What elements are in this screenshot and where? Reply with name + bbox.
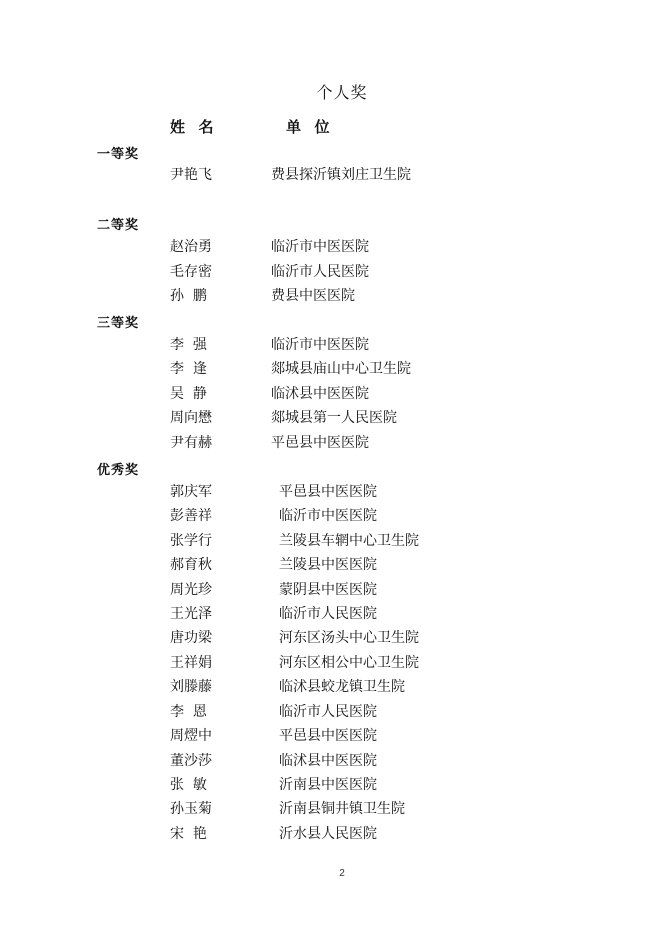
list-item — [0, 236, 662, 258]
list-item — [0, 164, 662, 186]
list-item — [0, 676, 662, 698]
list-item — [0, 432, 662, 454]
list-item — [0, 407, 662, 429]
awardee-unit: 平邑县中医医院 — [279, 728, 377, 744]
awardee-name: 张学行 — [170, 533, 212, 549]
awardee-name: 尹有赫 — [170, 435, 212, 451]
awardee-unit: 兰陵县中医医院 — [279, 557, 377, 573]
awardee-name: 李 强 — [170, 337, 207, 353]
awardee-unit: 兰陵县车辋中心卫生院 — [279, 533, 419, 549]
list-item — [0, 750, 662, 772]
awardee-name: 董沙莎 — [170, 753, 212, 769]
list-item — [0, 554, 662, 576]
list-item — [0, 530, 662, 552]
awardee-name: 王祥娟 — [170, 655, 212, 671]
list-item — [0, 334, 662, 356]
list-item — [0, 383, 662, 405]
awardee-unit: 临沭县蛟龙镇卫生院 — [279, 679, 405, 695]
awardee-unit: 临沂市中医医院 — [271, 337, 369, 353]
awardee-name: 孙 鹏 — [170, 288, 207, 304]
list-item — [0, 627, 662, 649]
awardee-name: 宋 艳 — [170, 826, 207, 842]
awardee-name: 郭庆军 — [170, 484, 212, 500]
page-number: 2 — [339, 868, 345, 879]
list-item — [0, 579, 662, 601]
awardee-name: 周熤中 — [170, 728, 212, 744]
awardee-name: 尹艳飞 — [170, 167, 212, 183]
column-header-unit: 单 位 — [286, 118, 331, 136]
list-item — [0, 285, 662, 307]
awardee-unit: 河东区相公中心卫生院 — [279, 655, 419, 671]
list-item — [0, 823, 662, 845]
awardee-name: 李 逢 — [170, 361, 207, 377]
list-item — [0, 358, 662, 380]
awardee-name: 张 敏 — [170, 777, 207, 793]
awardee-unit: 费县探沂镇刘庄卫生院 — [271, 167, 411, 183]
awardee-name: 李 恩 — [170, 704, 207, 720]
awardee-unit: 沂南县铜井镇卫生院 — [279, 801, 405, 817]
list-item — [0, 774, 662, 796]
awardee-unit: 临沂市人民医院 — [271, 264, 369, 280]
awardee-name: 周向懋 — [170, 410, 212, 426]
page-title: 个人奖 — [316, 83, 368, 102]
awardee-unit: 郯城县第一人民医院 — [271, 410, 397, 426]
category-third-prize: 三等奖 — [97, 316, 140, 331]
awardee-unit: 临沭县中医医院 — [279, 753, 377, 769]
list-item — [0, 798, 662, 820]
awardee-name: 周光珍 — [170, 582, 212, 598]
awardee-unit: 临沂市人民医院 — [279, 704, 377, 720]
list-item — [0, 481, 662, 503]
awardee-unit: 临沂市人民医院 — [279, 606, 377, 622]
category-excellence-prize: 优秀奖 — [97, 463, 140, 478]
list-item — [0, 652, 662, 674]
awardee-unit: 沂水县人民医院 — [279, 826, 377, 842]
list-item — [0, 725, 662, 747]
awardee-name: 郝育秋 — [170, 557, 212, 573]
awardee-name: 刘滕藤 — [170, 679, 212, 695]
awardee-unit: 临沂市中医医院 — [279, 508, 377, 524]
category-second-prize: 二等奖 — [97, 218, 140, 233]
awardee-unit: 平邑县中医医院 — [279, 484, 377, 500]
awardee-name: 唐功梁 — [170, 630, 212, 646]
awardee-unit: 沂南县中医医院 — [279, 777, 377, 793]
list-item — [0, 261, 662, 283]
awardee-name: 赵治勇 — [170, 239, 212, 255]
column-header-name: 姓 名 — [170, 118, 215, 136]
awardee-name: 孙玉菊 — [170, 801, 212, 817]
awardee-name: 吴 静 — [170, 386, 207, 402]
list-item — [0, 603, 662, 625]
list-item — [0, 701, 662, 723]
awardee-unit: 临沭县中医医院 — [271, 386, 369, 402]
category-first-prize: 一等奖 — [97, 147, 140, 162]
awardee-name: 毛存密 — [170, 264, 212, 280]
awardee-name: 彭善祥 — [170, 508, 212, 524]
list-item — [0, 505, 662, 527]
awardee-unit: 平邑县中医医院 — [271, 435, 369, 451]
awardee-unit: 费县中医医院 — [271, 288, 355, 304]
awardee-name: 王光泽 — [170, 606, 212, 622]
awardee-unit: 郯城县庙山中心卫生院 — [271, 361, 411, 377]
awardee-unit: 蒙阴县中医医院 — [279, 582, 377, 598]
awardee-unit: 临沂市中医医院 — [271, 239, 369, 255]
awardee-unit: 河东区汤头中心卫生院 — [279, 630, 419, 646]
